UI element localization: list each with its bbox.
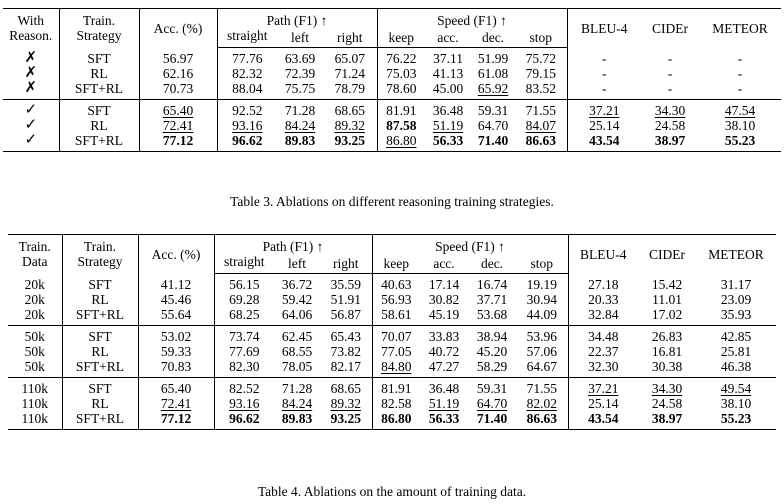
value-cell: 81.91 [386, 103, 417, 118]
value-cell: 86.80 [377, 133, 425, 152]
value-cell: 17.02 [638, 307, 696, 326]
value-cell: 75.03 [386, 66, 417, 81]
value-cell: 37.71 [476, 292, 508, 307]
value-cell: 93.16 [232, 118, 263, 133]
value-cell: 55.23 [696, 411, 776, 430]
strategy-cell: SFT [59, 48, 139, 67]
value-cell: 30.82 [428, 292, 460, 307]
value-cell: 68.25 [214, 307, 274, 326]
header-with-reason: With Reason. [3, 9, 59, 48]
table-row [3, 100, 781, 119]
value-cell: 81.91 [381, 381, 412, 396]
row-label-cell: 110k [8, 411, 62, 430]
value-cell: 35.93 [696, 307, 776, 326]
value-cell: 82.32 [232, 66, 263, 81]
header-train-strategy: Train. Strategy [62, 235, 138, 274]
value-cell: 37.21 [588, 381, 619, 396]
row-label-cell: 110k [8, 378, 62, 397]
table-3-body [3, 48, 781, 152]
row-label-cell: ✗ [3, 81, 59, 100]
header-bleu4: BLEU-4 [567, 9, 641, 48]
header-left: left [277, 28, 323, 48]
value-cell: 86.80 [372, 411, 420, 430]
header-stop: stop [516, 254, 568, 274]
value-cell: 82.58 [381, 396, 412, 411]
value-cell: 40.72 [428, 344, 460, 359]
value-cell: 38.10 [720, 396, 752, 411]
table-row [8, 344, 776, 359]
value-cell: 83.52 [515, 81, 567, 100]
value-cell: 47.27 [420, 359, 468, 378]
strategy-cell: RL [59, 118, 139, 133]
value-cell: 72.41 [139, 118, 217, 133]
value-cell: 41.13 [432, 66, 464, 81]
value-cell: 44.09 [516, 307, 568, 326]
value-cell: 43.54 [568, 411, 638, 430]
value-cell: 79.15 [515, 66, 567, 81]
value-cell: 70.83 [138, 359, 214, 378]
value-cell: 43.54 [567, 133, 641, 152]
value-cell: 33.83 [428, 329, 460, 344]
value-cell: 38.94 [476, 329, 508, 344]
value-cell: 61.08 [477, 66, 509, 81]
header-train-strategy: Train. Strategy [59, 9, 139, 48]
strategy-cell: SFT+RL [62, 307, 138, 326]
value-cell: - [699, 81, 781, 100]
value-cell: 84.24 [281, 396, 313, 411]
value-cell: 62.16 [139, 66, 217, 81]
row-label-cell: 20k [8, 274, 62, 293]
value-cell: 45.46 [138, 292, 214, 307]
table-row [3, 118, 781, 133]
value-cell: 89.83 [277, 133, 323, 152]
value-cell: 55.64 [138, 307, 214, 326]
value-cell: 49.54 [720, 381, 752, 396]
value-cell: 34.48 [588, 329, 619, 344]
value-cell: 70.07 [381, 329, 412, 344]
row-label-cell: 20k [8, 292, 62, 307]
value-cell: 56.97 [139, 48, 217, 67]
header-straight: straight [214, 254, 274, 274]
value-cell: 63.69 [284, 51, 316, 66]
table-row [8, 378, 776, 397]
value-cell: 64.06 [274, 307, 320, 326]
value-cell: 58.61 [372, 307, 420, 326]
header-cider: CIDEr [641, 9, 699, 48]
value-cell: 51.91 [320, 292, 372, 307]
value-cell: 65.40 [138, 378, 214, 397]
value-cell: 87.58 [386, 118, 417, 133]
value-cell: 65.40 [139, 100, 217, 119]
value-cell: 92.52 [232, 103, 263, 118]
value-cell: 26.83 [651, 329, 683, 344]
value-cell: 70.73 [139, 81, 217, 100]
value-cell: 36.72 [281, 277, 313, 292]
table-row [8, 292, 776, 307]
value-cell: 56.93 [381, 292, 412, 307]
strategy-cell: SFT [62, 326, 138, 345]
value-cell: 78.60 [377, 81, 425, 100]
value-cell: 58.29 [468, 359, 516, 378]
value-cell: - [667, 66, 673, 81]
header-accuracy: Acc. (%) [138, 235, 214, 274]
value-cell: 51.19 [432, 118, 464, 133]
value-cell: - [602, 66, 607, 81]
row-label-cell: 50k [8, 344, 62, 359]
strategy-cell: RL [62, 344, 138, 359]
value-cell: 46.38 [696, 359, 776, 378]
value-cell: 71.24 [323, 66, 377, 81]
value-cell: 71.40 [468, 411, 516, 430]
value-cell: 68.55 [281, 344, 313, 359]
row-label-cell: 50k [8, 326, 62, 345]
table-row [8, 274, 776, 293]
value-cell: 57.06 [516, 344, 568, 359]
table-row [3, 81, 781, 100]
value-cell: 96.62 [214, 411, 274, 430]
header-left: left [274, 254, 320, 274]
value-cell: 72.41 [138, 396, 214, 411]
header-straight: straight [217, 28, 277, 48]
value-cell: 59.42 [281, 292, 313, 307]
table-3 [3, 8, 781, 152]
strategy-cell: SFT [62, 378, 138, 397]
value-cell: 56.87 [320, 307, 372, 326]
value-cell: - [567, 81, 641, 100]
value-cell: 86.63 [515, 133, 567, 152]
value-cell: 96.62 [217, 133, 277, 152]
value-cell: - [667, 50, 673, 66]
value-cell: 16.74 [476, 277, 508, 292]
value-cell: 16.81 [651, 344, 683, 359]
value-cell: 40.63 [381, 277, 412, 292]
value-cell: 51.99 [477, 51, 509, 66]
value-cell: 24.58 [651, 396, 683, 411]
value-cell: 36.48 [428, 381, 460, 396]
strategy-cell: SFT+RL [62, 411, 138, 430]
value-cell: 77.12 [139, 133, 217, 152]
table-row [8, 359, 776, 378]
row-label-cell: ✗ [3, 48, 59, 67]
strategy-cell: SFT+RL [59, 81, 139, 100]
row-label-cell: ✗ [3, 66, 59, 81]
header-meteor: METEOR [699, 9, 781, 48]
row-label-cell: ✓ [3, 133, 59, 152]
header-meteor: METEOR [696, 235, 776, 274]
value-cell: 36.48 [432, 103, 464, 118]
strategy-cell: RL [62, 396, 138, 411]
row-label-cell: ✓ [3, 100, 59, 119]
value-cell: 84.80 [372, 359, 420, 378]
value-cell: 65.43 [320, 326, 372, 345]
value-cell: 56.15 [229, 277, 260, 292]
value-cell: 30.38 [638, 359, 696, 378]
value-cell: 77.12 [138, 411, 214, 430]
value-cell: 55.23 [699, 133, 781, 152]
strategy-cell: SFT [62, 274, 138, 293]
value-cell: 88.04 [217, 81, 277, 100]
value-cell: 19.19 [516, 274, 568, 293]
value-cell: 25.81 [720, 344, 752, 359]
header-acc: acc. [425, 28, 471, 48]
value-cell: 34.30 [651, 381, 683, 396]
value-cell: 38.97 [641, 133, 699, 152]
value-cell: 32.30 [568, 359, 638, 378]
value-cell: 56.33 [425, 133, 471, 152]
table-row [8, 307, 776, 326]
value-cell: 53.02 [138, 326, 214, 345]
header-speed-group: Speed (F1) ↑ [372, 235, 568, 255]
value-cell: 32.84 [568, 307, 638, 326]
value-cell: 93.25 [320, 411, 372, 430]
header-stop: stop [515, 28, 567, 48]
value-cell: 71.55 [515, 100, 567, 119]
value-cell: 72.39 [284, 66, 316, 81]
header-dec: dec. [468, 254, 516, 274]
value-cell: 23.09 [720, 292, 752, 307]
value-cell: 65.92 [471, 81, 515, 100]
header-dec: dec. [471, 28, 515, 48]
value-cell: 89.32 [323, 118, 377, 133]
table-row [8, 411, 776, 430]
value-cell: 30.94 [516, 292, 568, 307]
table-4-caption: Table 4. Ablations on the amount of training data. [257, 484, 527, 499]
value-cell: 82.52 [229, 381, 260, 396]
header-right: right [323, 28, 377, 48]
strategy-cell: RL [62, 292, 138, 307]
value-cell: - [602, 50, 607, 66]
value-cell: - [641, 81, 699, 100]
value-cell: 41.12 [138, 274, 214, 293]
row-label-cell: 50k [8, 359, 62, 378]
value-cell: 22.37 [588, 344, 619, 359]
table-4-body [8, 274, 776, 430]
strategy-cell: SFT [59, 100, 139, 119]
value-cell: 38.10 [724, 118, 756, 133]
value-cell: 27.18 [588, 276, 619, 292]
value-cell: 71.40 [471, 133, 515, 152]
value-cell: 24.58 [654, 118, 686, 133]
header-keep: keep [377, 28, 425, 48]
header-accuracy: Acc. (%) [139, 9, 217, 48]
table-row [3, 133, 781, 152]
value-cell: 45.00 [425, 81, 471, 100]
strategy-cell: RL [59, 66, 139, 81]
header-right: right [320, 254, 372, 274]
value-cell: 77.05 [381, 344, 412, 359]
value-cell: 11.01 [652, 292, 682, 307]
value-cell: 34.30 [654, 103, 686, 118]
value-cell: 59.33 [138, 344, 214, 359]
value-cell: 64.70 [476, 396, 508, 411]
value-cell: 71.28 [281, 381, 313, 396]
table-row [8, 326, 776, 345]
header-path-group: Path (F1) ↑ [214, 235, 372, 255]
table-row [3, 48, 781, 67]
value-cell: 77.69 [229, 344, 260, 359]
header-path-group: Path (F1) ↑ [217, 9, 377, 29]
value-cell: - [737, 50, 743, 66]
value-cell: 93.16 [229, 396, 260, 411]
value-cell: 38.97 [638, 411, 696, 430]
value-cell: 51.19 [428, 396, 460, 411]
value-cell: 86.63 [516, 411, 568, 430]
value-cell: 59.31 [477, 103, 509, 118]
value-cell: - [737, 66, 743, 81]
value-cell: 73.74 [229, 329, 260, 344]
value-cell: 65.07 [323, 48, 377, 67]
value-cell: 68.65 [320, 378, 372, 397]
value-cell: 78.05 [274, 359, 320, 378]
value-cell: 31.17 [720, 276, 752, 292]
value-cell: 47.54 [724, 103, 756, 118]
value-cell: 35.59 [320, 274, 372, 293]
value-cell: 89.32 [320, 396, 372, 411]
value-cell: 82.30 [214, 359, 274, 378]
value-cell: 77.76 [232, 51, 263, 66]
row-label-cell: 110k [8, 396, 62, 411]
value-cell: 82.02 [516, 396, 568, 411]
value-cell: 25.14 [589, 118, 620, 133]
value-cell: 64.70 [477, 118, 509, 133]
value-cell: 84.24 [284, 118, 316, 133]
value-cell: 37.21 [589, 103, 620, 118]
table-row [8, 396, 776, 411]
value-cell: 84.07 [515, 118, 567, 133]
value-cell: 75.75 [277, 81, 323, 100]
value-cell: 71.28 [284, 103, 316, 118]
row-label-cell: ✓ [3, 118, 59, 133]
value-cell: 75.72 [515, 48, 567, 67]
value-cell: 53.96 [516, 326, 568, 345]
value-cell: 68.65 [323, 100, 377, 119]
header-bleu4: BLEU-4 [568, 235, 638, 274]
value-cell: 17.14 [428, 277, 460, 292]
value-cell: 69.28 [229, 292, 260, 307]
value-cell: 89.83 [274, 411, 320, 430]
header-speed-group: Speed (F1) ↑ [377, 9, 567, 29]
value-cell: 45.20 [476, 344, 508, 359]
value-cell: 42.85 [720, 329, 752, 344]
value-cell: 37.11 [433, 51, 463, 66]
value-cell: 82.17 [320, 359, 372, 378]
table-4 [8, 234, 776, 430]
value-cell: 59.31 [476, 381, 508, 396]
value-cell: 71.55 [516, 378, 568, 397]
table-row [3, 66, 781, 81]
strategy-cell: SFT+RL [62, 359, 138, 378]
value-cell: 78.79 [323, 81, 377, 100]
header-cider: CIDEr [638, 235, 696, 274]
value-cell: 93.25 [323, 133, 377, 152]
value-cell: 73.82 [320, 344, 372, 359]
value-cell: 20.33 [588, 292, 619, 307]
header-train-data: Train. Data [8, 235, 62, 274]
header-keep: keep [372, 254, 420, 274]
value-cell: 76.22 [386, 51, 417, 66]
value-cell: 53.68 [468, 307, 516, 326]
value-cell: 64.67 [516, 359, 568, 378]
strategy-cell: SFT+RL [59, 133, 139, 152]
value-cell: 15.42 [651, 276, 683, 292]
value-cell: 45.19 [420, 307, 468, 326]
table-3-caption: Table 3. Ablations on different reasoning training strategies. [230, 194, 554, 209]
value-cell: 25.14 [588, 396, 619, 411]
header-acc: acc. [420, 254, 468, 274]
row-label-cell: 20k [8, 307, 62, 326]
value-cell: 62.45 [281, 329, 313, 344]
value-cell: 56.33 [420, 411, 468, 430]
